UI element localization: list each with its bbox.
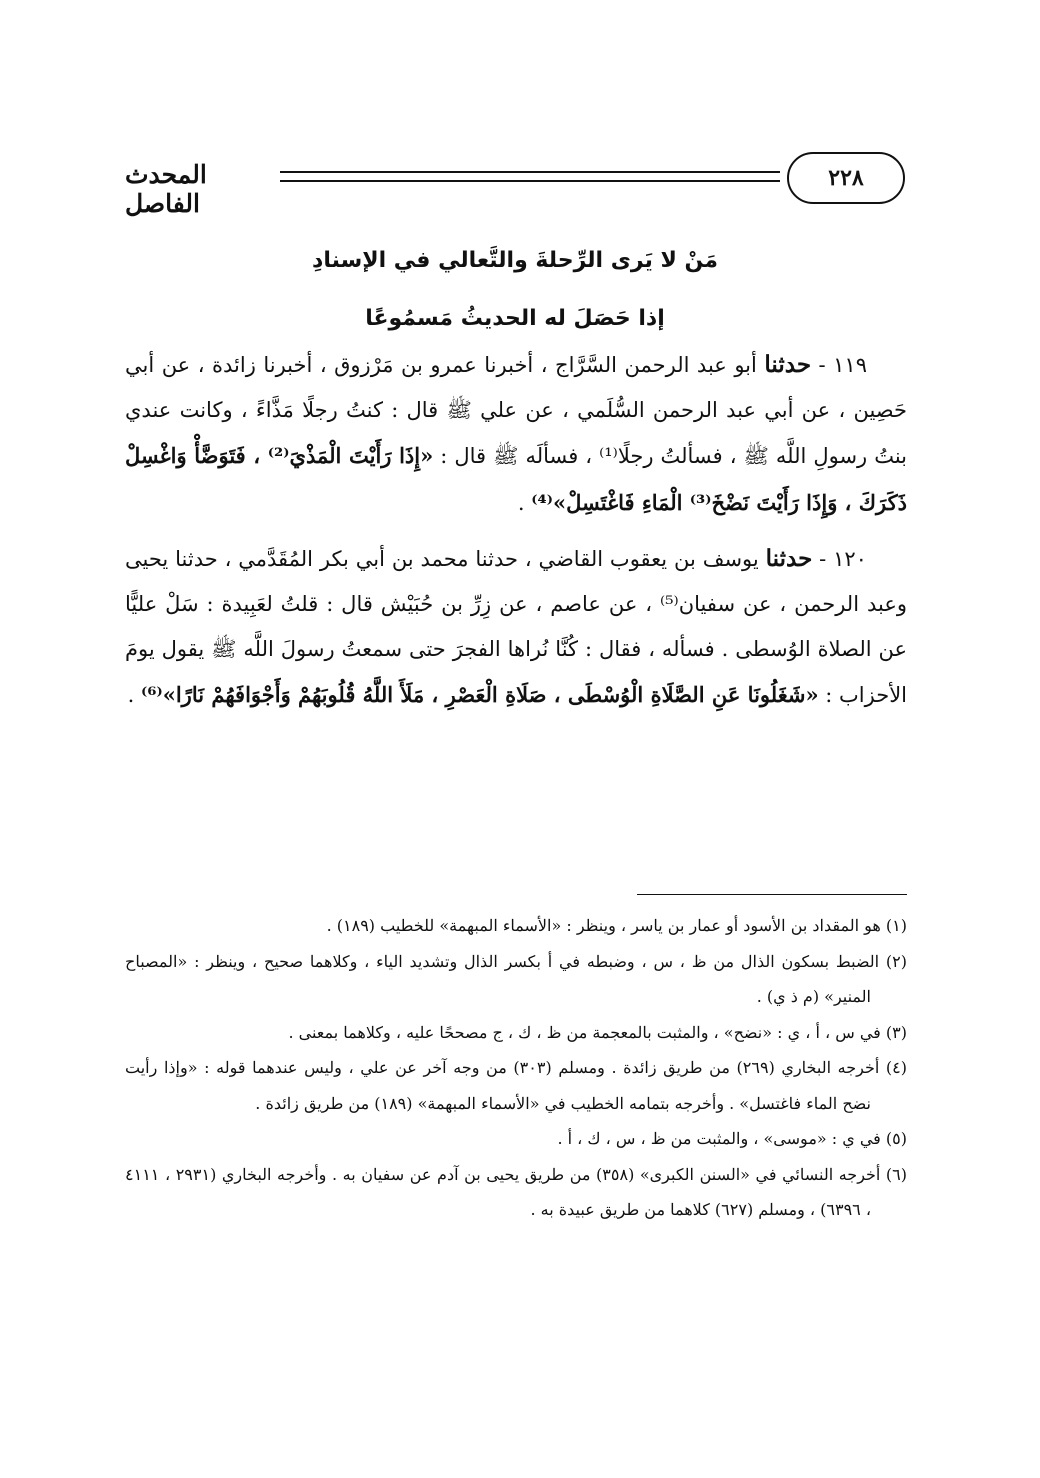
footnote-separator xyxy=(637,894,907,895)
footnote-4: (٤) أخرجه البخاري (٢٦٩) من طريق زائدة . ومسلم (٣٠٣) من وجه آخر عن علي ، وليس عندهما قوله : «وإذا رأيت نضح الماء فاغتسل» . وأخرجه بتمامه الخطيب في «الأسماء المبهمة» (١٨٩) من طريق زائدة . xyxy=(125,1058,907,1113)
hadith-paragraph-120 xyxy=(125,536,907,719)
hadith-number: ١٢٠ - xyxy=(819,546,867,571)
book-title: المحدث الفاصل xyxy=(125,160,207,218)
footnote-1: (١) هو المقداد بن الأسود أو عمار بن ياسر ، وينظر : «الأسماء المبهمة» للخطيب (١٨٩) . xyxy=(326,916,907,935)
hadith-tail: . xyxy=(517,490,532,515)
header-rule xyxy=(280,171,780,185)
page-header xyxy=(125,152,905,218)
chapter-heading-line-2: إذا حَصَلَ له الحديثُ مَسمُوعًا xyxy=(365,306,665,331)
hadith-text: يوسف بن يعقوب القاضي ، حدثنا محمد بن أبي بكر المُقَدَّمي ، حدثنا يحيى وعبد الرحمن ، عن سفيان⁽⁵⁾ ، عن عاصم ، عن زِرِّ بن حُبَيْش قال : قلتُ لعَبِيدة : سَلْ عليًّا عن الصلاة الوُسطى . فسأله ، فقال : كُنَّا نُراها الفجرَ حتى سمعتُ رسولَ اللَّه ﷺ يقول يومَ الأحزاب : xyxy=(125,546,907,708)
main-text xyxy=(125,342,907,719)
hadith-lead-word: حدثنا xyxy=(764,351,812,378)
footnote-6: (٦) أخرجه النسائي في «السنن الكبرى» (٣٥٨) من طريق يحيى بن آدم عن سفيان به . وأخرجه البخاري (٢٩٣١ ، ٤١١١ ، ٦٣٩٦) ، ومسلم (٦٢٧) كلاهما من طريق عبيدة به . xyxy=(125,1164,908,1219)
page-number: ٢٢٨ xyxy=(787,152,905,204)
footnote-5: (٥) في ي : «موسى» ، والمثبت من ظ ، س ، ك ، أ . xyxy=(557,1129,907,1148)
hadith-quote: «إِذَا رَأَيْتَ الْمَذْيَ⁽²⁾ ، فَتَوَضَّأْ وَاغْسِلْ ذَكَرَكَ ، وَإِذَا رَأَيْتَ نَضْخَ⁽³⁾ الْمَاءِ فَاغْتَسِلْ»⁽⁴⁾ xyxy=(125,443,907,515)
hadith-tail: . xyxy=(127,683,141,708)
chapter-heading-line-1: مَنْ لا يَرى الرِّحلةَ والتَّعالي في الإسنادِ xyxy=(312,248,718,273)
hadith-quote: «شَغَلُونَا عَنِ الصَّلَاةِ الْوُسْطَى ، صَلَاةِ الْعَصْرِ ، مَلَأَ اللَّهُ قُلُوبَهُمْ وَأَجْوَافَهُمْ نَارًا»⁽⁶⁾ xyxy=(141,682,819,708)
hadith-number: ١١٩ - xyxy=(818,353,867,377)
hadith-paragraph-119 xyxy=(125,342,907,526)
hadith-text: أبو عبد الرحمن السَّرَّاج ، أخبرنا عمرو بن مَرْزوق ، أخبرنا زائدة ، عن أبي حَصِين ، عن أبي عبد الرحمن السُّلَمي ، عن علي ﷺ قال : كنتُ رجلًا مَذَّاءً ، وكانت عندي بنتُ رسولِ اللَّه ﷺ ، فسألتُ رجلًا⁽¹⁾ ، فسألَه ﷺ قال : xyxy=(125,353,908,469)
footnote-2: (٢) الضبط بسكون الذال من ظ ، س ، وضبطه في أ بكسر الذال وتشديد الياء ، وكلاهما صحيح ، وينظر : «المصباح المنير» (م ذ ي) . xyxy=(125,951,907,1006)
header-rule-line-top xyxy=(280,171,780,173)
footnotes xyxy=(125,908,907,1228)
hadith-lead-word: حدثنا xyxy=(765,544,813,572)
header-rule-line-bottom xyxy=(280,180,780,182)
footnote-3: (٣) في س ، أ ، ي : «نضح» ، والمثبت بالمعجمة من ظ ، ك ، ج مصححًا عليه ، وكلاهما بمعنى . xyxy=(288,1022,907,1042)
chapter-heading xyxy=(125,232,905,348)
